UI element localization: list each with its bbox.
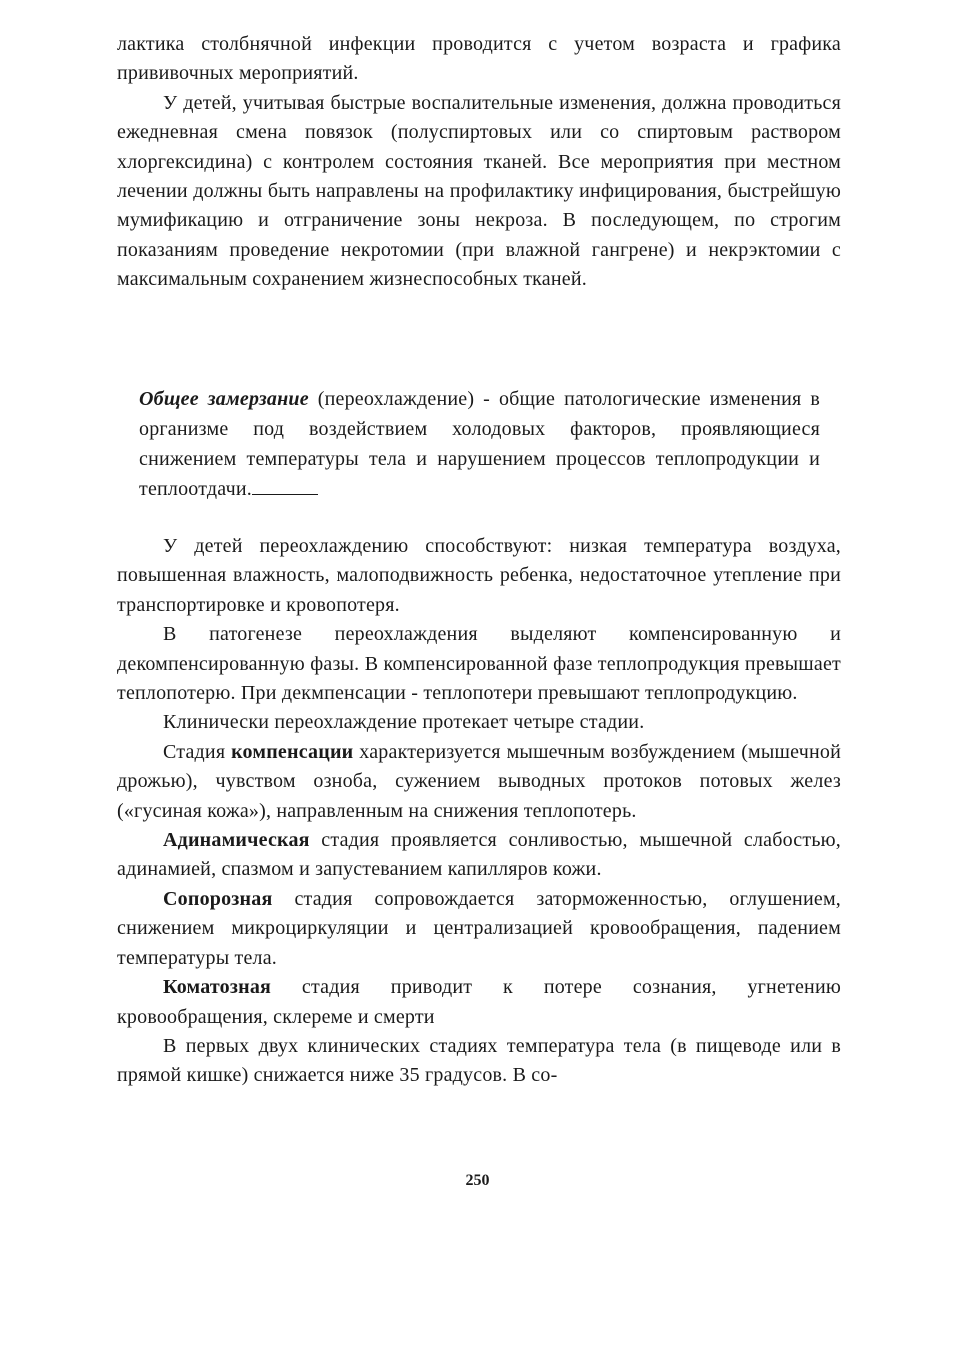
text-run: стадия проявляется сонливостью, мышечной слабостью, адинамией, спазмом и запустеванием капилляров кожи. <box>117 829 841 881</box>
paragraph <box>117 973 841 1032</box>
definition-term: Общее замерзание <box>139 388 309 410</box>
paragraph: У детей переохлаждению способствуют: низкая температура воздуха, повышенная влажность, малоподвижность ребенка, недостаточное утепление при транспортировке и кровопотеря. <box>117 535 841 616</box>
text-run: стадия сопровождается заторможенностью, оглушением, снижением микроциркуляции и централизацией кровообращения, падением температуры тела. <box>117 887 841 969</box>
text-run: характеризуется мышечным возбуждением (мышечной дрожью), чувством озноба, сужением выводных протоков потовых желез («гусиная кожа»), направленным на снижения теплопотерь. <box>117 740 841 822</box>
bold-term: Коматозная <box>163 976 272 999</box>
paragraph <box>117 885 841 973</box>
top-text-block <box>117 30 841 295</box>
paragraph: В первых двух клинических стадиях температура тела (в пищеводе или в прямой кишке) снижается ниже 35 градусов. В со- <box>117 1034 841 1087</box>
bold-term: компенсации <box>231 740 354 763</box>
paragraph: лактика столбнячной инфекции проводится с учетом возраста и графика прививочных мероприятий. <box>117 33 841 85</box>
text-run: Стадия <box>163 740 232 763</box>
definition-text: (переохлаждение) - общие патологические изменения в организме под воздействием холодовых факторов, проявляющиеся снижением температуры тела и нарушением процессов теплопродукции и теплоотдачи. <box>139 388 821 500</box>
page-number: 250 <box>465 1172 490 1189</box>
bold-term: Сопорозная <box>163 887 273 910</box>
paragraph: Клинически переохлаждение протекает четыре стадии. <box>163 711 645 734</box>
paragraph: В патогенезе переохлаждения выделяют компенсированную и декомпенсированную фазы. В компенсированной фазе теплопродукция превышает теплопотерю. При декмпенсации - теплопотери превышают теплопродукцию. <box>117 623 841 705</box>
main-text-block <box>117 532 841 1091</box>
text-run: стадия приводит к потере сознания, угнетению кровообращения, склереме и смерти <box>117 976 841 1028</box>
definition-box <box>139 384 820 504</box>
underline-rule <box>252 494 318 495</box>
paragraph <box>117 826 841 885</box>
bold-term: Адинамическая <box>163 829 310 852</box>
paragraph: У детей, учитывая быстрые воспалительные изменения, должна проводиться ежедневная смена повязок (полуспиртовых или со спиртовым раствором хлоргексидина) с контролем состояния тканей. Все мероприятия при местном лечении должны быть направлены на профилактику инфицирования, быстрейшую мумификацию и отграничение зоны некроза. В последующем, по строгим показаниям проведение некротомии (при влажной гангрене) и некрэктомии с максимальным сохранением жизнеспособных тканей. <box>117 91 841 291</box>
paragraph <box>117 738 841 826</box>
